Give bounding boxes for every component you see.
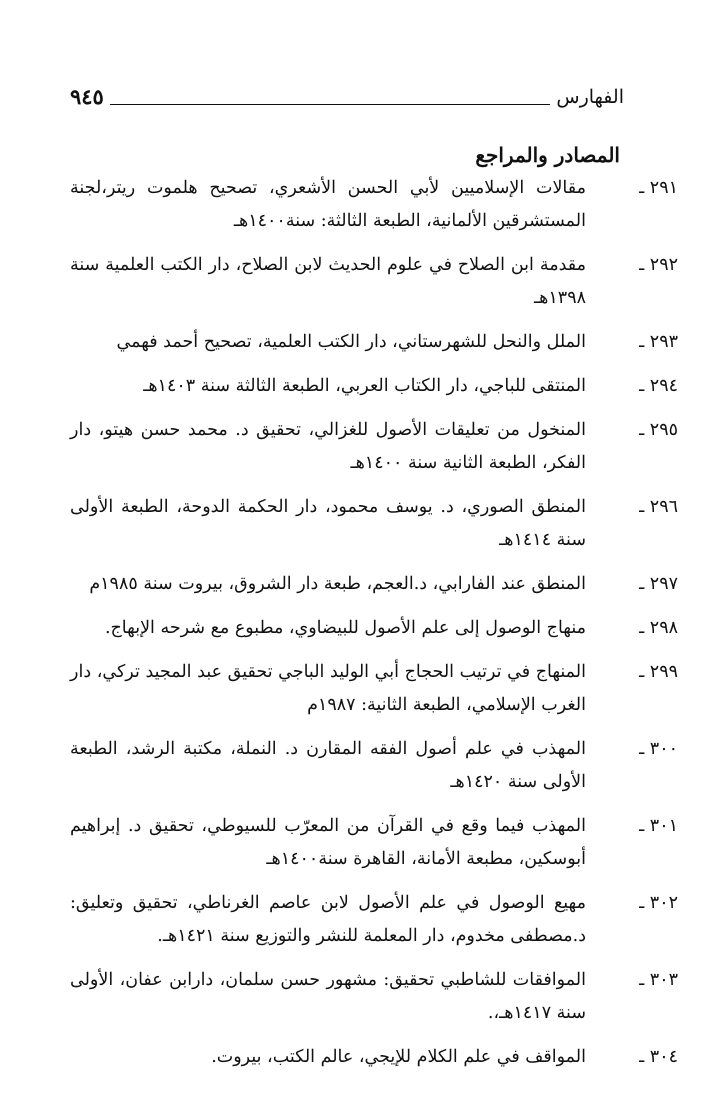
entry-number: ٣٠١ ـ — [639, 816, 678, 836]
running-header-title: الفهارس — [556, 86, 624, 108]
entry-number: ٢٩٧ ـ — [639, 574, 678, 594]
entry-text: المهذب في علم أصول الفقه المقارن د. النملة، مكتبة الرشد، الطبعة الأولى سنة ١٤٢٠هـ — [70, 739, 586, 792]
entry-number: ٣٠٤ ـ — [639, 1047, 678, 1067]
entry-number: ٣٠٢ ـ — [639, 893, 678, 913]
bibliography-entry-296 — [70, 491, 682, 557]
entry-number: ٢٩٨ ـ — [639, 618, 678, 638]
entry-number: ٢٩٦ ـ — [639, 497, 678, 517]
entry-text: المنهاج في ترتيب الحجاج أبي الوليد الباجي تحقيق عبد المجيد تركي، دار الغرب الإسلامي، الطبعة الثانية: ١٩٨٧م — [70, 662, 586, 715]
bibliography-entry-294 — [70, 370, 682, 403]
bibliography-entry-291 — [70, 172, 682, 238]
entry-number: ٢٩٣ ـ — [639, 332, 678, 352]
entry-text: مهيع الوصول في علم الأصول لابن عاصم الغرناطي، تحقيق وتعليق: د.مصطفى مخدوم، دار المعلمة للنشر والتوزيع سنة ١٤٢١هـ. — [70, 893, 586, 946]
entry-text: المنتقى للباجي، دار الكتاب العربي، الطبعة الثالثة سنة ١٤٠٣هـ — [143, 376, 586, 396]
entry-number: ٢٩٩ ـ — [639, 662, 678, 682]
entry-text: الملل والنحل للشهرستاني، دار الكتب العلمية، تصحيح أحمد فهمي — [116, 332, 586, 352]
entry-text: مقالات الإسلاميين لأبي الحسن الأشعري، تصحيح هلموت ريتر،لجنة المستشرقين الألمانية، الطبعة الثالثة: سنة١٤٠٠هـ — [70, 178, 586, 231]
entry-number: ٢٩٥ ـ — [639, 420, 678, 440]
bibliography-entry-302 — [70, 887, 682, 953]
entry-text: المنطق عند الفارابي، د.العجم، طبعة دار الشروق، بيروت سنة ١٩٨٥م — [89, 574, 586, 594]
entry-text: المنطق الصوري، د. يوسف محمود، دار الحكمة الدوحة، الطبعة الأولى سنة ١٤١٤هـ — [70, 497, 586, 550]
bibliography-entry-297 — [70, 568, 682, 601]
entry-number: ٣٠٣ ـ — [639, 970, 678, 990]
bibliography-entry-292 — [70, 249, 682, 315]
page-number: ٩٤٥ — [70, 84, 104, 109]
bibliography-entry-298 — [70, 612, 682, 645]
bibliography-list — [70, 172, 682, 1085]
bibliography-entry-304 — [70, 1041, 682, 1074]
entry-text: المهذب فيما وقع في القرآن من المعرّب للسيوطي، تحقيق د. إبراهيم أبوسكين، مطبعة الأمانة، القاهرة سنة١٤٠٠هـ — [70, 816, 586, 869]
bibliography-entry-293 — [70, 326, 682, 359]
entry-number: ٣٠٠ ـ — [639, 739, 678, 759]
entry-text: الموافقات للشاطبي تحقيق: مشهور حسن سلمان، دارابن عفان، الأولى سنة ١٤١٧هـ،. — [70, 970, 586, 1023]
section-title: المصادر والمراجع — [475, 143, 620, 167]
running-header — [70, 82, 624, 108]
bibliography-entry-300 — [70, 733, 682, 799]
entry-number: ٢٩٢ ـ — [639, 255, 678, 275]
bibliography-entry-303 — [70, 964, 682, 1030]
entry-number: ٢٩٤ ـ — [639, 376, 678, 396]
entry-text: مقدمة ابن الصلاح في علوم الحديث لابن الصلاح، دار الكتب العلمية سنة ١٣٩٨هـ — [70, 255, 586, 308]
entry-text: منهاج الوصول إلى علم الأصول للبيضاوي، مطبوع مع شرحه الإبهاج. — [104, 618, 586, 638]
header-rule — [110, 104, 551, 105]
bibliography-entry-301 — [70, 810, 682, 876]
bibliography-entry-295 — [70, 414, 682, 480]
bibliography-entry-299 — [70, 656, 682, 722]
entry-text: المواقف في علم الكلام للإيجي، عالم الكتب، بيروت. — [211, 1047, 586, 1067]
entry-text: المنخول من تعليقات الأصول للغزالي، تحقيق د. محمد حسن هيتو، دار الفكر، الطبعة الثانية سنة ١٤٠٠هـ — [70, 420, 586, 473]
entry-number: ٢٩١ ـ — [639, 178, 678, 198]
